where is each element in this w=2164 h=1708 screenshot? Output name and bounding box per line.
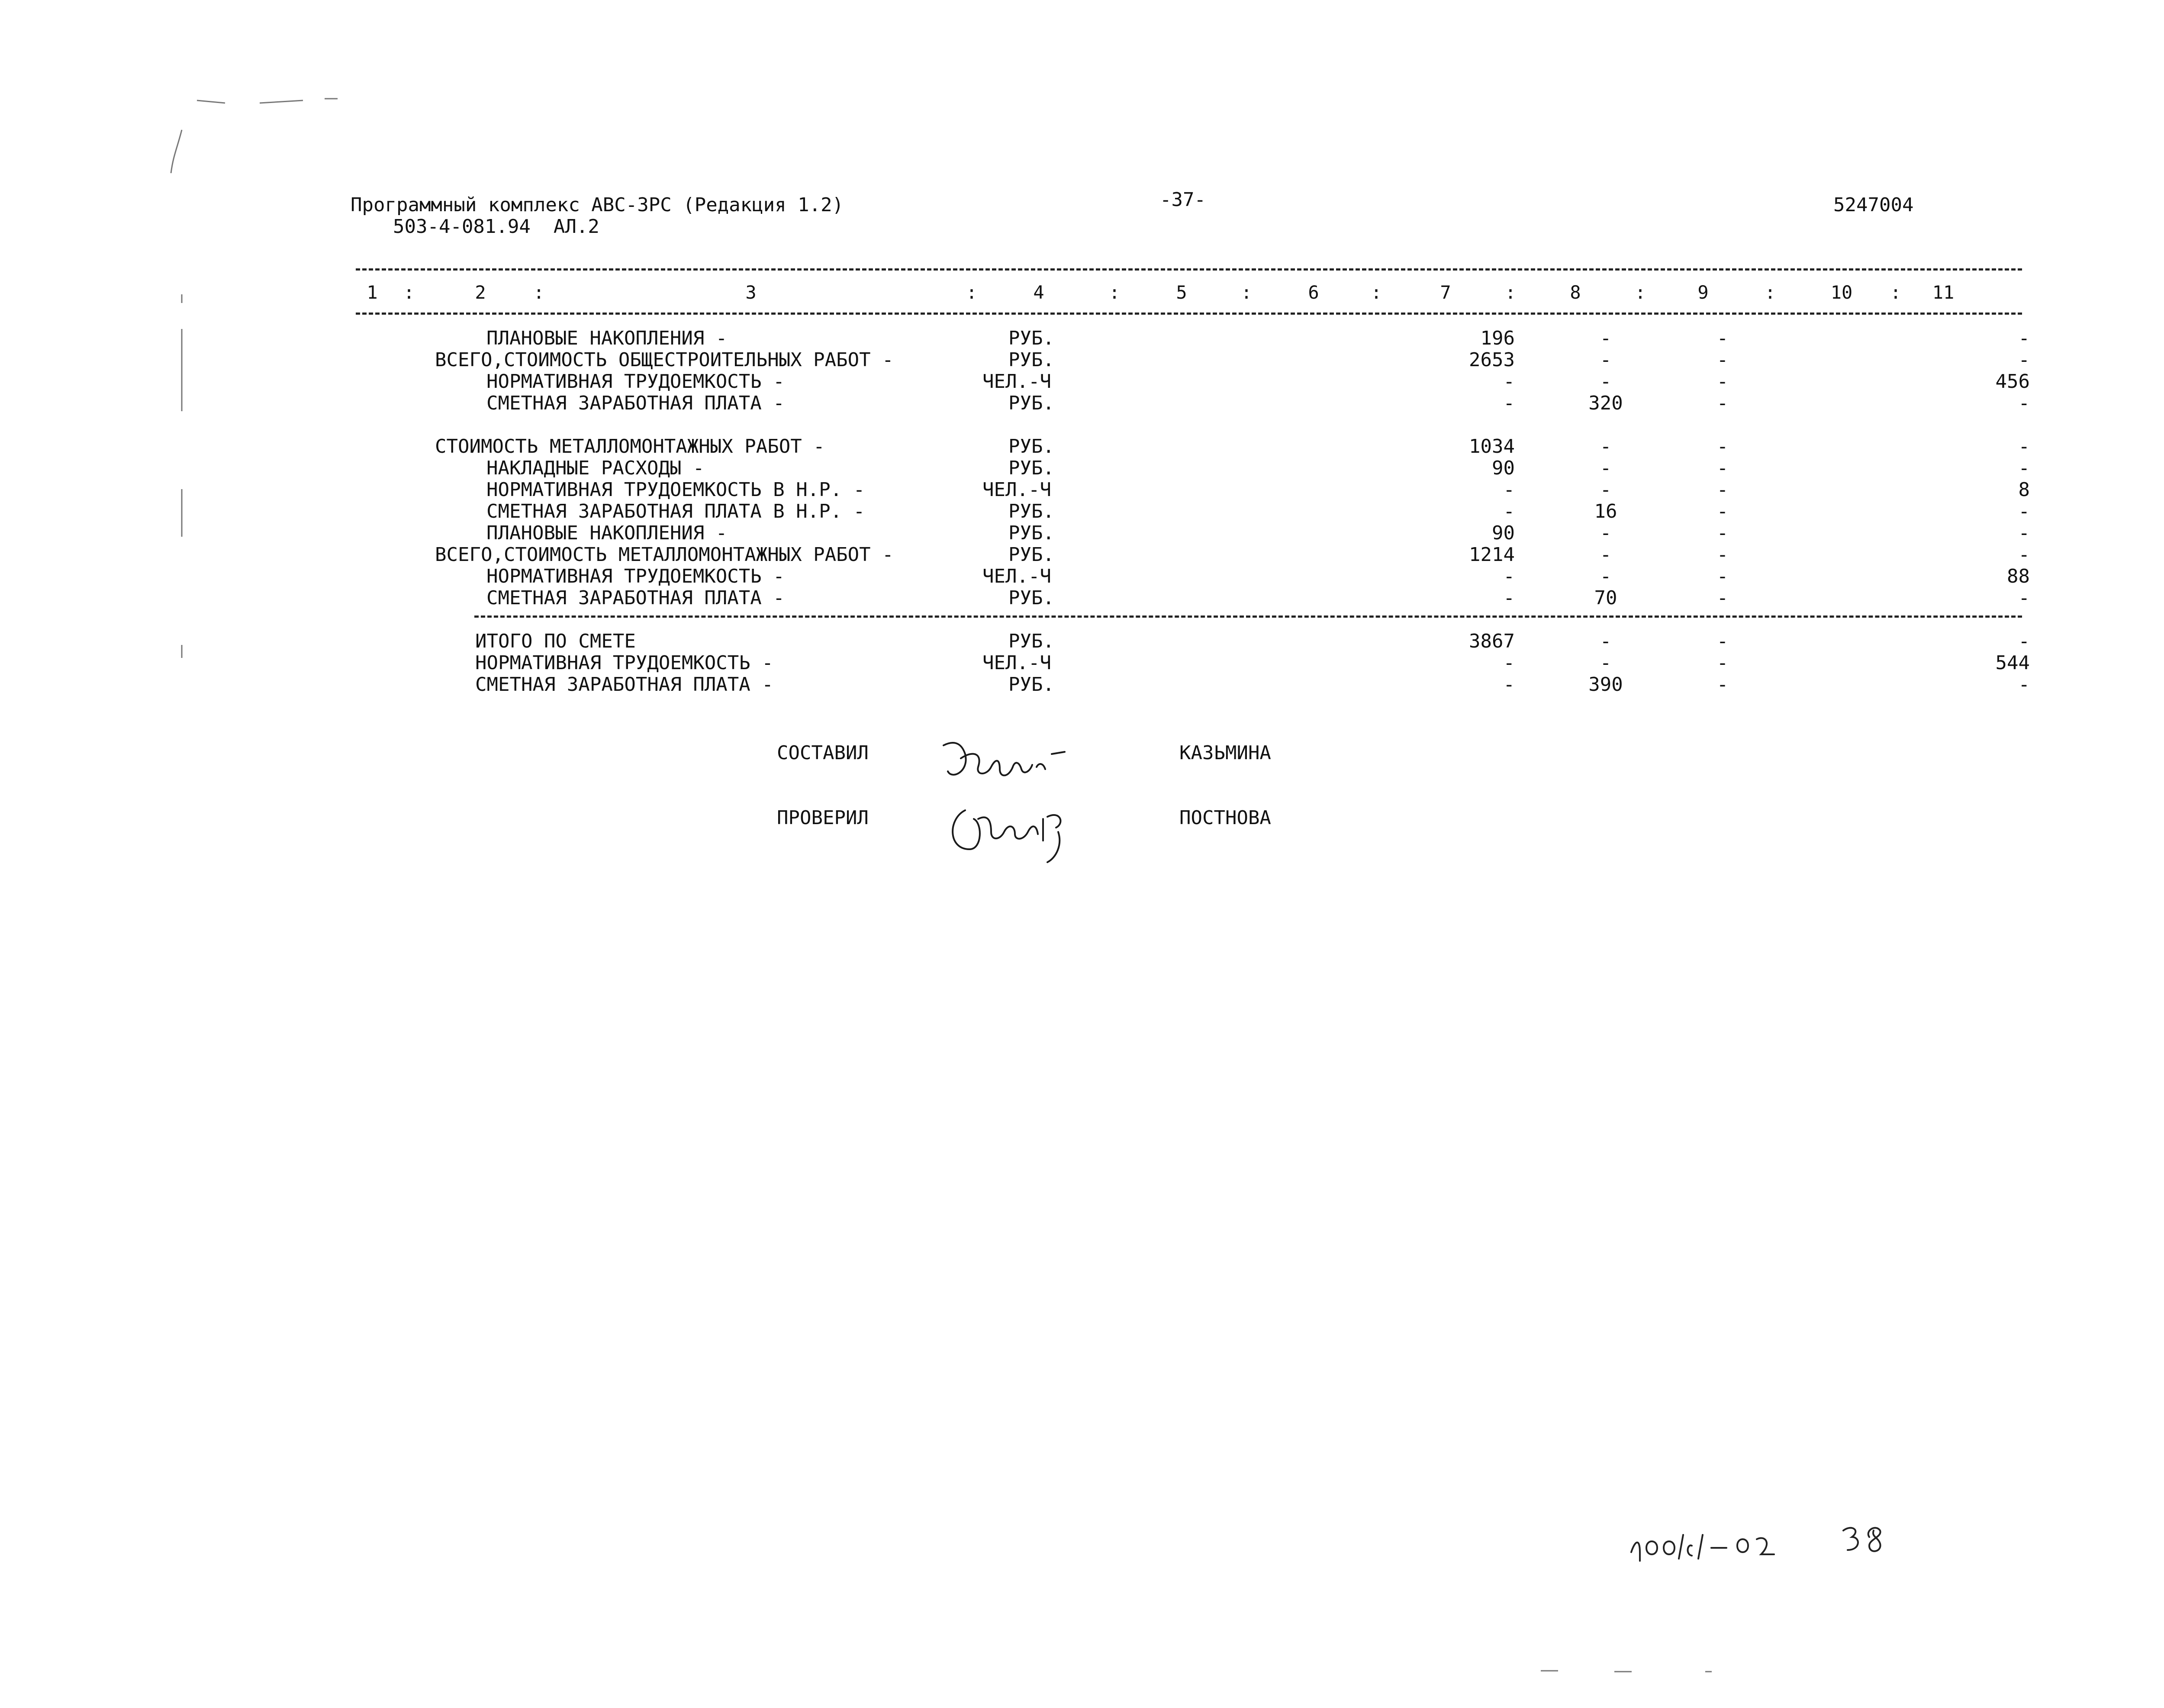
row-label: НАКЛАДНЫЕ РАСХОДЫ - — [486, 457, 705, 479]
row-col7: 1034 — [1469, 435, 1515, 458]
row-col9: - — [1716, 630, 1729, 652]
column-separator: : — [1505, 282, 1516, 303]
row-col9: - — [1716, 349, 1729, 371]
row-col7: - — [1503, 392, 1515, 414]
row-col9: - — [1716, 392, 1729, 414]
composed-label: СОСТАВИЛ — [777, 742, 869, 764]
row-label: ВСЕГО,СТОИМОСТЬ ОБЩЕСТРОИТЕЛЬНЫХ РАБОТ - — [435, 349, 894, 371]
column-number: 2 — [475, 282, 486, 303]
row-col7: 3867 — [1469, 630, 1515, 652]
row-col8: 70 — [1594, 587, 1617, 609]
row-col11: - — [2018, 327, 2030, 349]
column-separator: : — [1109, 282, 1120, 303]
row-label: НОРМАТИВНАЯ ТРУДОЕМКОСТЬ - — [486, 371, 785, 393]
row-col7: 90 — [1492, 522, 1515, 544]
row-unit: РУБ. — [1008, 349, 1054, 371]
row-col7: - — [1503, 565, 1515, 587]
row-col11: - — [2018, 522, 2030, 544]
column-separator: : — [966, 282, 977, 303]
document-id: 5247004 — [1833, 194, 1914, 216]
row-unit: РУБ. — [1008, 392, 1054, 414]
row-col9: - — [1716, 457, 1729, 479]
column-number: 11 — [1932, 282, 1955, 303]
row-col8: - — [1600, 522, 1612, 544]
row-col7: - — [1503, 371, 1515, 393]
row-col9: - — [1716, 479, 1729, 501]
row-col11: 8 — [2018, 479, 2030, 501]
row-col8: - — [1600, 652, 1612, 674]
column-number: 10 — [1830, 282, 1853, 303]
row-unit: ЧЕЛ.-Ч — [982, 565, 1051, 587]
row-label: НОРМАТИВНАЯ ТРУДОЕМКОСТЬ - — [475, 652, 773, 674]
row-label: ПЛАНОВЫЕ НАКОПЛЕНИЯ - — [486, 327, 728, 349]
row-label: НОРМАТИВНАЯ ТРУДОЕМКОСТЬ В Н.Р. - — [486, 479, 865, 501]
row-unit: ЧЕЛ.-Ч — [982, 652, 1051, 674]
row-label: ИТОГО ПО СМЕТЕ — [475, 630, 636, 652]
column-separator: : — [533, 282, 544, 303]
row-col11: - — [2018, 392, 2030, 414]
row-label: СМЕТНАЯ ЗАРАБОТНАЯ ПЛАТА - — [486, 587, 785, 609]
column-separator: : — [1241, 282, 1252, 303]
row-label: СМЕТНАЯ ЗАРАБОТНАЯ ПЛАТА - — [486, 392, 785, 414]
row-col11: - — [2018, 500, 2030, 522]
row-col8: 390 — [1588, 674, 1623, 696]
row-col11: - — [2018, 674, 2030, 696]
column-number: 6 — [1308, 282, 1319, 303]
row-label: СМЕТНАЯ ЗАРАБОТНАЯ ПЛАТА - — [475, 674, 773, 696]
composed-name: КАЗЬМИНА — [1179, 742, 1271, 764]
row-col7: 90 — [1492, 457, 1515, 479]
row-col9: - — [1716, 674, 1729, 696]
column-separator: : — [403, 282, 415, 303]
row-col8: - — [1600, 327, 1612, 349]
row-col11: 544 — [1995, 652, 2030, 674]
row-col7: - — [1503, 500, 1515, 522]
row-col9: - — [1716, 500, 1729, 522]
row-label: СТОИМОСТЬ МЕТАЛЛОМОНТАЖНЫХ РАБОТ - — [435, 435, 825, 458]
row-unit: РУБ. — [1008, 500, 1054, 522]
column-separator: : — [1890, 282, 1901, 303]
row-col9: - — [1716, 327, 1729, 349]
checked-name: ПОСТНОВА — [1179, 807, 1271, 829]
row-unit: РУБ. — [1008, 522, 1054, 544]
program-title: Программный комплекс АВС-3РС (Редакция 1.2) — [351, 194, 844, 216]
row-col9: - — [1716, 565, 1729, 587]
column-separator: : — [1371, 282, 1382, 303]
row-col8: - — [1600, 371, 1612, 393]
column-separator: : — [1765, 282, 1776, 303]
row-col11: - — [2018, 435, 2030, 458]
row-col8: - — [1600, 435, 1612, 458]
row-col9: - — [1716, 371, 1729, 393]
row-col8: - — [1600, 479, 1612, 501]
row-col9: - — [1716, 587, 1729, 609]
row-col11: 88 — [2007, 565, 2030, 587]
row-label: НОРМАТИВНАЯ ТРУДОЕМКОСТЬ - — [486, 565, 785, 587]
row-col7: - — [1503, 587, 1515, 609]
column-number: 4 — [1033, 282, 1044, 303]
page-number: -37- — [1160, 189, 1206, 211]
row-unit: РУБ. — [1008, 457, 1054, 479]
row-unit: РУБ. — [1008, 435, 1054, 458]
row-col7: 196 — [1480, 327, 1515, 349]
row-col8: 320 — [1588, 392, 1623, 414]
row-col9: - — [1716, 652, 1729, 674]
row-unit: РУБ. — [1008, 630, 1054, 652]
row-unit: РУБ. — [1008, 674, 1054, 696]
row-col8: - — [1600, 630, 1612, 652]
row-col7: - — [1503, 674, 1515, 696]
row-col8: - — [1600, 457, 1612, 479]
row-col11: - — [2018, 630, 2030, 652]
column-number: 5 — [1176, 282, 1187, 303]
row-col7: 2653 — [1469, 349, 1515, 371]
row-unit: РУБ. — [1008, 327, 1054, 349]
row-col11: - — [2018, 457, 2030, 479]
row-col11: - — [2018, 544, 2030, 566]
row-col11: - — [2018, 587, 2030, 609]
row-col7: 1214 — [1469, 544, 1515, 566]
column-number: 1 — [367, 282, 378, 303]
column-separator: : — [1635, 282, 1646, 303]
row-col9: - — [1716, 435, 1729, 458]
row-col9: - — [1716, 522, 1729, 544]
column-number: 3 — [745, 282, 757, 303]
row-label: ВСЕГО,СТОИМОСТЬ МЕТАЛЛОМОНТАЖНЫХ РАБОТ - — [435, 544, 894, 566]
row-col8: - — [1600, 565, 1612, 587]
row-col7: - — [1503, 479, 1515, 501]
row-unit: РУБ. — [1008, 587, 1054, 609]
document-code: 503-4-081.94 АЛ.2 — [393, 216, 599, 238]
row-label: СМЕТНАЯ ЗАРАБОТНАЯ ПЛАТА В Н.Р. - — [486, 500, 865, 522]
row-col8: - — [1600, 544, 1612, 566]
row-col8: - — [1600, 349, 1612, 371]
row-col8: 16 — [1594, 500, 1617, 522]
column-number: 8 — [1570, 282, 1581, 303]
row-col11: - — [2018, 349, 2030, 371]
row-col11: 456 — [1995, 371, 2030, 393]
column-number: 7 — [1440, 282, 1451, 303]
row-unit: ЧЕЛ.-Ч — [982, 479, 1051, 501]
checked-label: ПРОВЕРИЛ — [777, 807, 869, 829]
row-unit: ЧЕЛ.-Ч — [982, 371, 1051, 393]
row-label: ПЛАНОВЫЕ НАКОПЛЕНИЯ - — [486, 522, 728, 544]
row-col7: - — [1503, 652, 1515, 674]
row-col9: - — [1716, 544, 1729, 566]
row-unit: РУБ. — [1008, 544, 1054, 566]
column-number: 9 — [1697, 282, 1709, 303]
